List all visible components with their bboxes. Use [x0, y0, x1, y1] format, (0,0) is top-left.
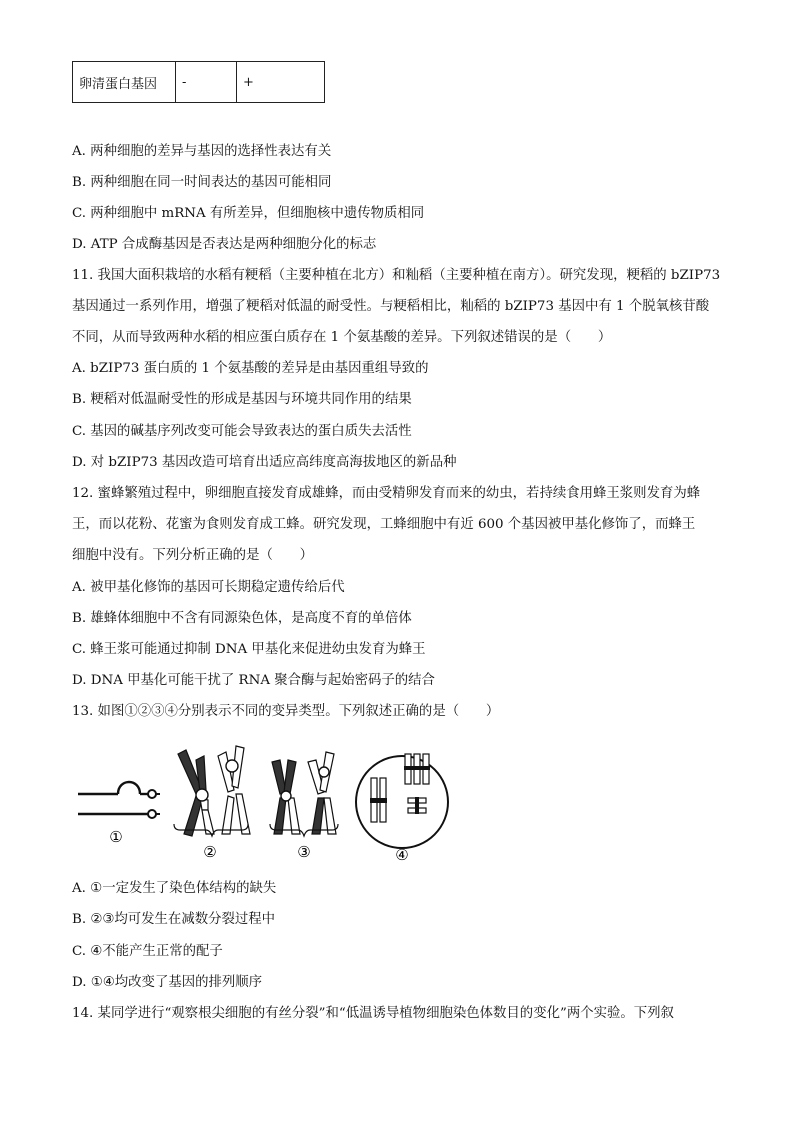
q13-option-d: D. ①④均改变了基因的排列顺序	[72, 975, 263, 990]
q14-stem-line-1: 14. 某同学进行“观察根尖细胞的有丝分裂”和“低温诱导植物细胞染色体数目的变化”两个实验。下列叙	[72, 1006, 674, 1021]
q11-option-d: D. 对 bZIP73 基因改造可培育出适应高纬度高海拔地区的新品种	[72, 455, 457, 470]
figure-label-4: ④	[395, 846, 409, 864]
q12-stem-line-1: 12. 蜜蜂繁殖过程中，卵细胞直接发育成雄蜂，而由受精卵发育而来的幼虫，若持续食用蜂王浆则发育为蜂	[72, 486, 701, 501]
q11-option-c: C. 基因的碱基序列改变可能会导致表达的蛋白质失去活性	[72, 424, 412, 439]
table-cell-value-1: -	[176, 62, 237, 103]
figure-label-2: ②	[203, 843, 217, 861]
q13-option-c: C. ④不能产生正常的配子	[72, 944, 223, 959]
q11-option-b: B. 粳稻对低温耐受性的形成是基因与环境共同作用的结果	[72, 392, 412, 407]
table-cell-gene: 卵清蛋白基因	[73, 62, 176, 103]
q10-option-b: B. 两种细胞在同一时间表达的基因可能相同	[72, 175, 332, 190]
figure-1-loop-diagram	[78, 782, 160, 818]
q10-option-a: A. 两种细胞的差异与基因的选择性表达有关	[72, 144, 332, 159]
q13-option-b: B. ②③均可发生在减数分裂过程中	[72, 912, 276, 927]
figure-4-cell-diagram	[356, 754, 448, 848]
gene-expression-table	[72, 61, 325, 103]
figure-2-homolog-pair	[174, 746, 250, 836]
q11-option-a: A. bZIP73 蛋白质的 1 个氨基酸的差异是由基因重组导致的	[72, 361, 429, 376]
table-cell-value-2: +	[237, 62, 325, 103]
q12-stem-line-3: 细胞中没有。下列分析正确的是（ ）	[72, 548, 314, 563]
q12-option-d: D. DNA 甲基化可能干扰了 RNA 聚合酶与起始密码子的结合	[72, 673, 435, 688]
q10-option-c: C. 两种细胞中 mRNA 有所差异，但细胞核中遗传物质相同	[72, 206, 425, 221]
q11-stem-line-2: 基因通过一系列作用，增强了粳稻对低温的耐受性。与粳稻相比，籼稻的 bZIP73 基因中有 1 个脱氧核苷酸	[72, 299, 710, 314]
q12-stem-line-2: 王，而以花粉、花蜜为食则发育成工蜂。研究发现，工蜂细胞中有近 600 个基因被甲基化修饰了，而蜂王	[72, 517, 696, 532]
table-row	[73, 62, 325, 103]
q12-option-c: C. 蜂王浆可能通过抑制 DNA 甲基化来促进幼虫发育为蜂王	[72, 642, 426, 657]
figure-3-chromosome-pair	[270, 752, 338, 836]
q11-stem-line-1: 11. 我国大面积栽培的水稻有粳稻（主要种植在北方）和籼稻（主要种植在南方）。研究发现，粳稻的 bZIP73	[72, 268, 721, 283]
q11-stem-line-3: 不同，从而导致两种水稻的相应蛋白质存在 1 个氨基酸的差异。下列叙述错误的是（ ）	[72, 330, 612, 345]
q12-option-b: B. 雄蜂体细胞中不含有同源染色体，是高度不育的单倍体	[72, 611, 412, 626]
q13-option-a: A. ①一定发生了染色体结构的缺失	[72, 881, 277, 896]
q12-option-a: A. 被甲基化修饰的基因可长期稳定遗传给后代	[72, 580, 345, 595]
variation-types-figure	[74, 738, 474, 866]
q10-option-d: D. ATP 合成酶基因是否表达是两种细胞分化的标志	[72, 237, 377, 252]
figure-label-3: ③	[297, 843, 311, 861]
q13-stem: 13. 如图①②③④分别表示不同的变异类型。下列叙述正确的是（ ）	[72, 704, 500, 719]
figure-label-1: ①	[109, 828, 123, 846]
